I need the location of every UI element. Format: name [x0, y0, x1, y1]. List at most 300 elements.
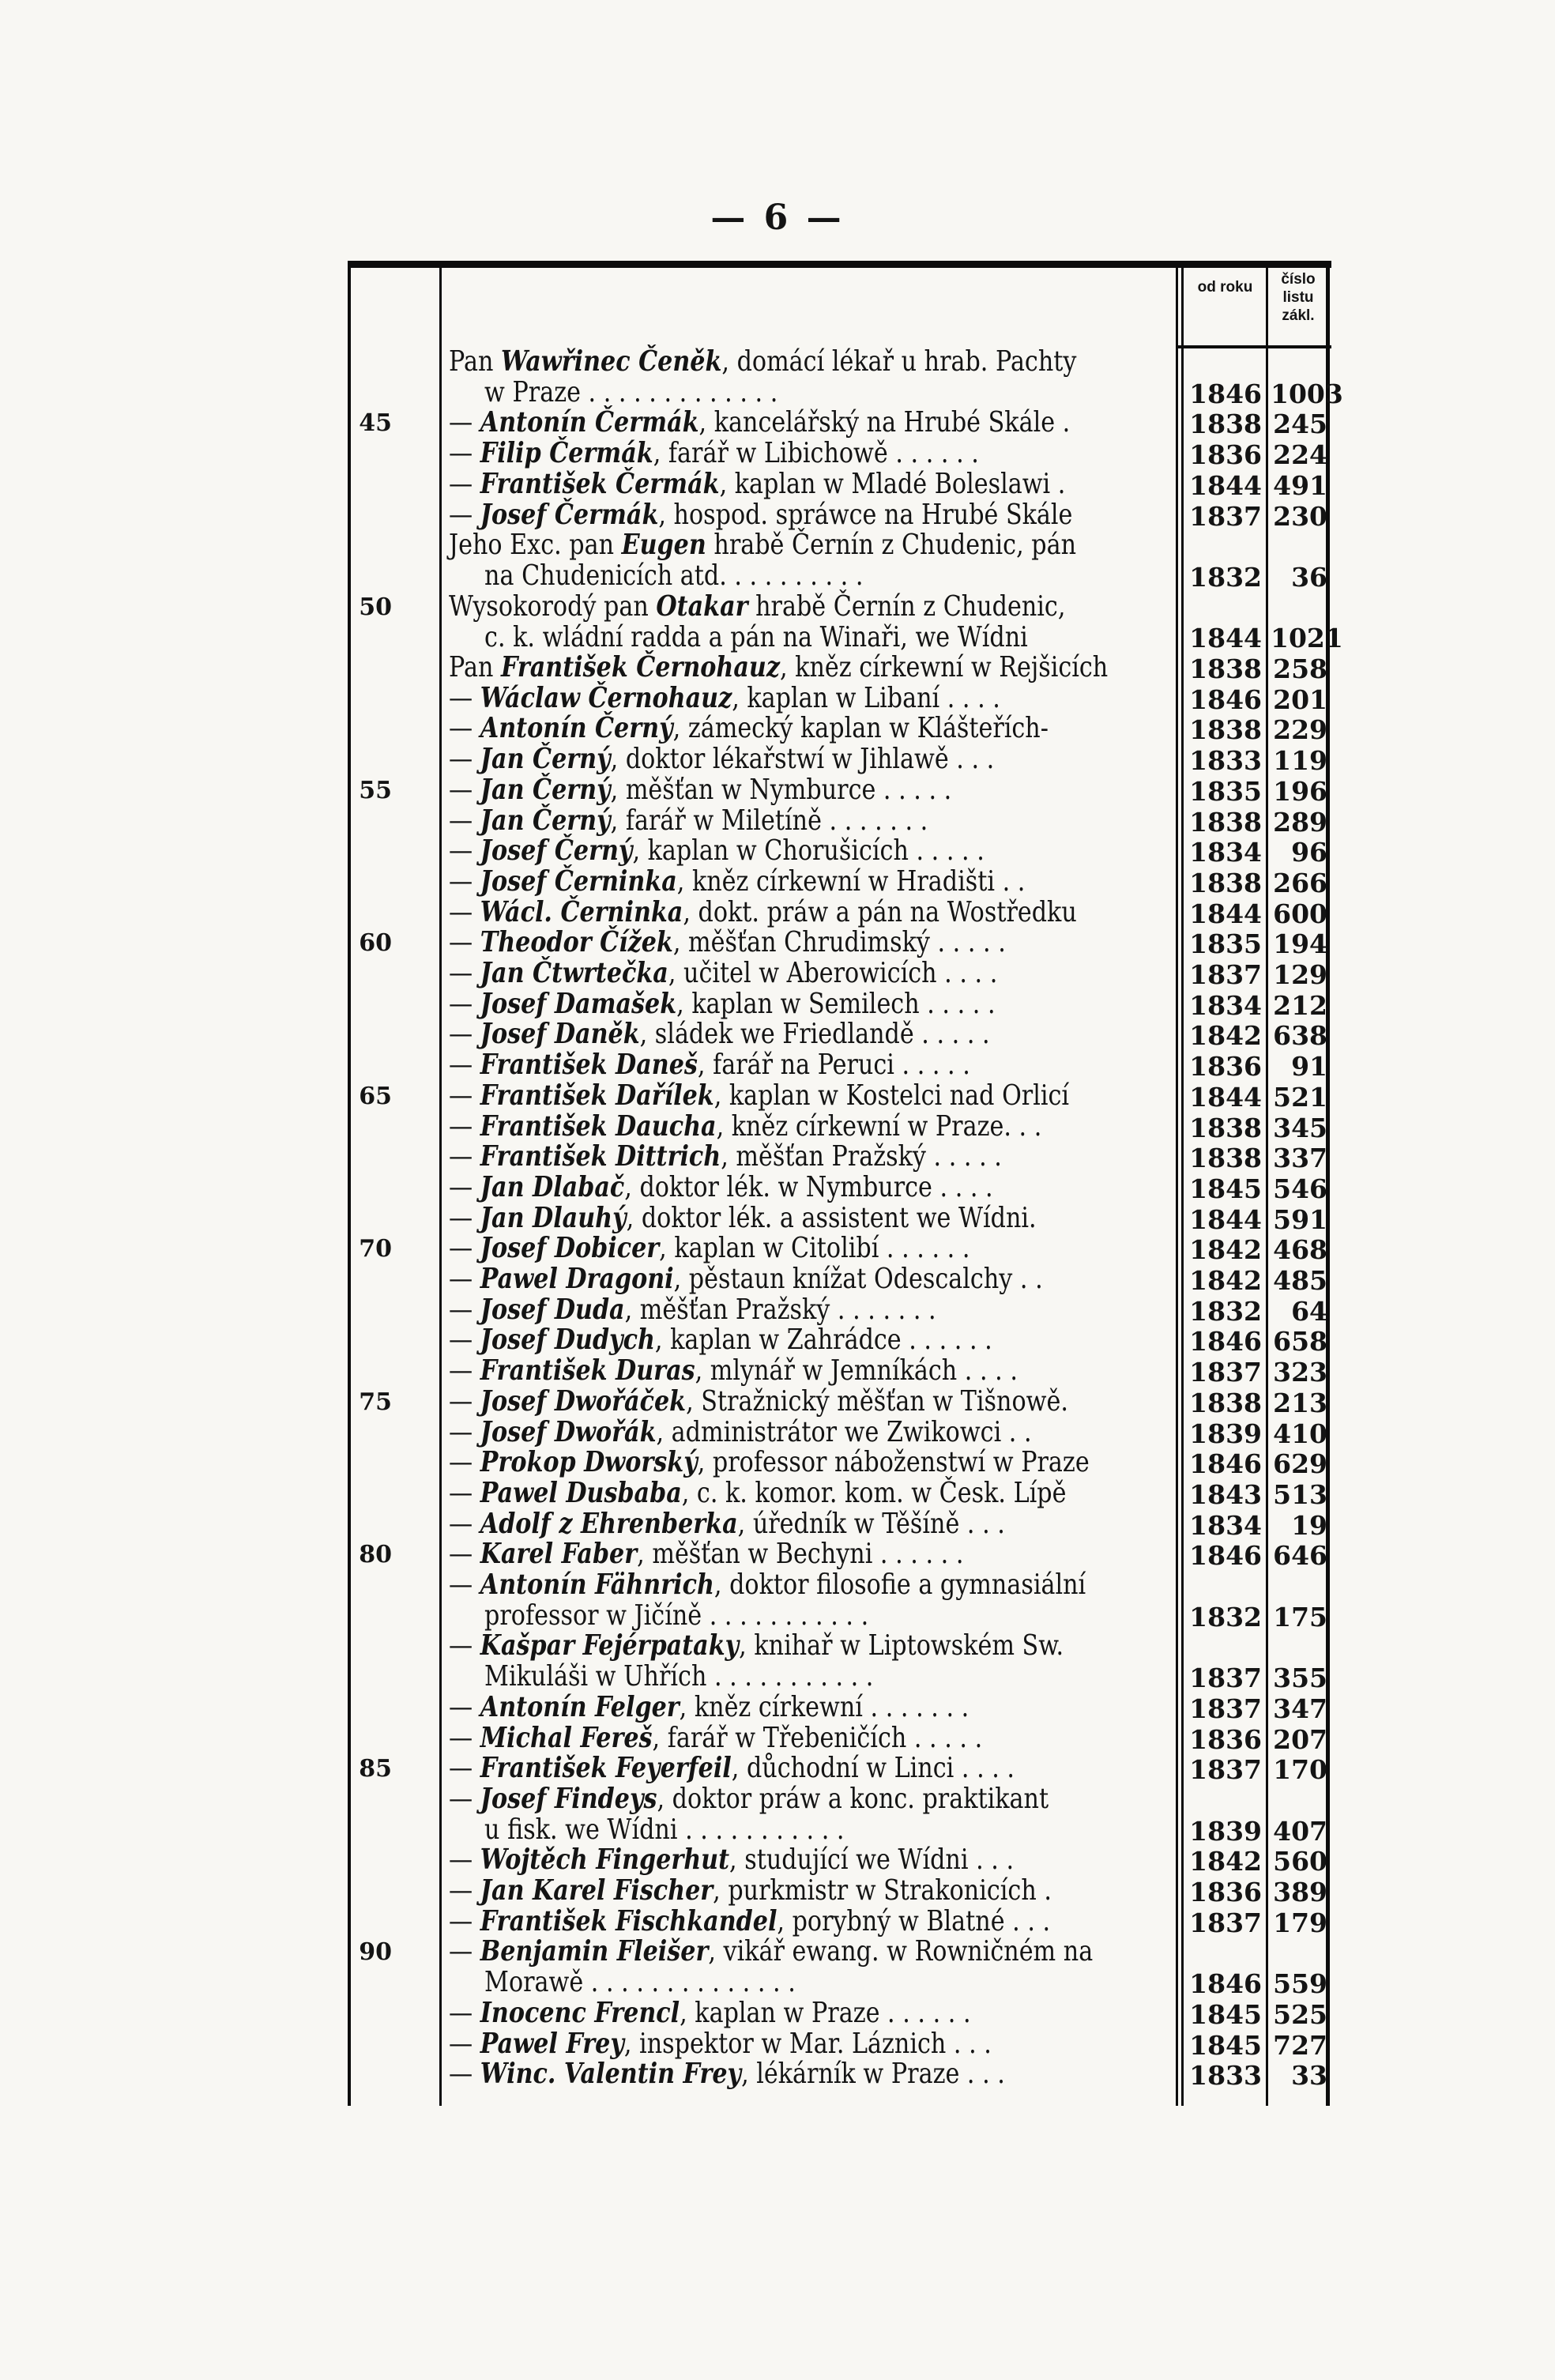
entry-prefix: — — [449, 1263, 480, 1295]
entry-sheet-number: 337 — [1273, 1143, 1327, 1174]
list-item — [348, 2028, 1331, 2059]
person-description: , studující we Wídni . . . — [729, 1843, 1015, 1877]
person-description: , kaplan w Zahrádce . . . . . . — [654, 1324, 992, 1357]
year-column-header: od roku — [1197, 279, 1253, 296]
person-description: , kaplan w Mladé Boleslawi . — [719, 467, 1066, 500]
entry-prefix: — — [449, 1079, 480, 1112]
person-name: Wojtěch Fingerhut — [480, 1843, 730, 1877]
person-description: , domácí lékař u hrab. Pachty — [721, 345, 1077, 378]
entry-sheet-number: 600 — [1273, 898, 1327, 929]
person-name: Josef Duda — [480, 1293, 625, 1326]
person-description: , kaplan w Semilech . . . . . — [676, 987, 996, 1020]
list-item — [348, 866, 1331, 897]
list-item — [348, 1906, 1331, 1937]
entry-line — [449, 1936, 1351, 1967]
entry-prefix: — — [449, 1568, 480, 1601]
entry-prefix: — — [449, 804, 480, 837]
entry-year: 1846 — [1189, 1448, 1262, 1480]
person-description: , doktor práw a konc. praktikant — [657, 1782, 1049, 1815]
entry-prefix: — — [449, 834, 480, 868]
list-item — [348, 1844, 1331, 1875]
entry-year: 1842 — [1189, 1234, 1262, 1266]
entry-year: 1845 — [1189, 1998, 1262, 2030]
entry-prefix: — — [449, 1996, 480, 2029]
person-name: Josef Dudych — [480, 1324, 655, 1357]
person-description: , kaplan w Libaní . . . . — [732, 681, 1000, 714]
person-name: Jan Černý — [480, 743, 611, 776]
entry-prefix: — — [449, 1446, 480, 1479]
person-name: Jan Dlauhý — [480, 1201, 627, 1234]
person-description: , knihař w Liptowském Sw. — [739, 1629, 1064, 1663]
entry-year: 1846 — [1189, 378, 1262, 409]
list-item — [348, 1355, 1331, 1386]
person-name: Jan Černý — [480, 804, 611, 837]
person-description: , hospod. spráwce na Hrubé Skále — [658, 498, 1073, 531]
person-description: , měšťan Pražský . . . . . . . — [624, 1293, 936, 1326]
list-item — [348, 1324, 1331, 1358]
person-name: Pawel Dusbaba — [480, 1476, 682, 1509]
person-description: , professor náboženstwí w Praze — [697, 1446, 1090, 1479]
entry-prefix: — — [449, 1049, 480, 1082]
person-description: , kancelářský na Hrubé Skále . — [698, 406, 1071, 439]
entry-year: 1842 — [1189, 1020, 1262, 1052]
entry-prefix: — — [449, 712, 480, 745]
entry-sheet-number: 207 — [1273, 1723, 1327, 1755]
person-description: , zámecký kaplan w Klášteřích- — [672, 712, 1049, 745]
entry-year: 1836 — [1189, 1051, 1262, 1083]
entry-year: 1836 — [1189, 1877, 1262, 1907]
entry-year: 1834 — [1189, 837, 1262, 868]
entry-sheet-number: 491 — [1273, 469, 1327, 501]
list-item — [348, 805, 1331, 836]
entry-year: 1846 — [1189, 1326, 1262, 1358]
entry-year: 1838 — [1189, 1143, 1262, 1174]
entry-sheet-number: 323 — [1273, 1357, 1327, 1388]
entry-prefix: — — [449, 1384, 480, 1418]
person-description: , doktor lékařstwí w Jihlawě . . . — [610, 743, 995, 776]
entry-sheet-number: 96 — [1291, 837, 1327, 868]
entry-year: 1837 — [1189, 1357, 1262, 1388]
entry-prefix: — — [449, 1140, 480, 1173]
entry-prefix: Pan — [449, 651, 501, 683]
entry-continuation: professor w Jičíně . . . . . . . . . . . — [484, 1599, 869, 1632]
entry-sheet-number: 201 — [1273, 683, 1327, 715]
entry-prefix: — — [449, 1354, 480, 1388]
entry-prefix: — — [449, 498, 480, 531]
entry-sheet-number: 212 — [1273, 989, 1327, 1021]
entry-prefix: — — [449, 1752, 480, 1785]
list-item — [348, 1875, 1331, 1906]
subscriber-table — [348, 261, 1343, 2106]
person-name: František Čermák — [480, 467, 720, 500]
entry-sheet-number: 129 — [1273, 959, 1327, 990]
entry-year: 1836 — [1189, 1723, 1262, 1755]
person-name: Karel Faber — [480, 1538, 638, 1571]
entry-sheet-number: 33 — [1291, 2060, 1327, 2092]
person-description: , kaplan w Praze . . . . . . — [680, 1996, 971, 2029]
entry-prefix: — — [449, 926, 480, 959]
entry-prefix: — — [449, 437, 480, 470]
list-item — [348, 438, 1331, 469]
list-item — [348, 1538, 1331, 1572]
entry-prefix: Pan — [449, 345, 501, 378]
entry-sheet-number: 1021 — [1271, 623, 1343, 654]
entry-year: 1845 — [1189, 1173, 1262, 1204]
entry-prefix: — — [449, 1232, 480, 1265]
list-item — [348, 927, 1331, 958]
list-item — [348, 1447, 1331, 1478]
entry-sheet-number: 355 — [1273, 1663, 1327, 1694]
row-number: 50 — [359, 593, 392, 621]
list-item — [348, 897, 1331, 928]
entry-line — [449, 1783, 1351, 1814]
list-item — [348, 1508, 1331, 1539]
person-description: , lékárník w Praze . . . — [741, 2058, 1005, 2091]
entry-sheet-number: 64 — [1291, 1295, 1327, 1327]
person-name: Antonín Čermák — [480, 406, 699, 439]
entry-continuation: na Chudenicích atd. . . . . . . . . . — [484, 559, 864, 593]
entry-prefix: — — [449, 2058, 480, 2091]
entry-prefix: — — [449, 743, 480, 776]
entry-year: 1836 — [1189, 439, 1262, 471]
entry-sheet-number: 629 — [1273, 1448, 1327, 1480]
person-name: Pawel Frey — [480, 2027, 624, 2060]
row-number: 85 — [359, 1755, 392, 1783]
entry-prefix: — — [449, 1782, 480, 1815]
entry-prefix: — — [449, 1935, 480, 1968]
list-item — [348, 1049, 1331, 1083]
entry-sheet-number: 638 — [1273, 1020, 1327, 1052]
entry-prefix: — — [449, 864, 480, 898]
entry-year: 1846 — [1189, 1968, 1262, 2000]
person-name: Antonín Černý — [480, 712, 673, 745]
entry-year: 1844 — [1189, 1081, 1262, 1113]
entry-prefix: — — [449, 987, 480, 1020]
person-name: Wácl. Černinka — [480, 895, 683, 928]
person-name: Josef Dobicer — [480, 1232, 660, 1265]
list-item — [348, 1111, 1331, 1142]
top-rule — [348, 261, 1331, 268]
entry-sheet-number: 513 — [1273, 1478, 1327, 1510]
entry-year: 1837 — [1189, 1663, 1262, 1694]
list-item — [348, 652, 1331, 683]
person-name: Josef Černinka — [480, 864, 677, 898]
person-description: , měšťan w Nymburce . . . . . — [610, 773, 952, 806]
person-name: František Fischkandel — [480, 1904, 778, 1938]
person-description: , učitel w Aberowicích . . . . — [668, 957, 998, 989]
entry-year: 1838 — [1189, 409, 1262, 440]
person-name: František Daneš — [480, 1049, 698, 1082]
person-description: , sládek we Friedlandě . . . . . — [639, 1018, 990, 1051]
entry-sheet-number: 658 — [1273, 1326, 1327, 1358]
list-item — [348, 1386, 1331, 1417]
person-name: Jan Dlabač — [480, 1170, 625, 1203]
entry-sheet-number: 230 — [1273, 500, 1327, 532]
list-item — [348, 743, 1331, 777]
person-description: , kněz církewní w Praze. . . — [716, 1109, 1042, 1143]
entry-sheet-number: 525 — [1273, 1998, 1327, 2030]
list-item — [348, 1417, 1331, 1448]
entry-prefix: — — [449, 681, 480, 714]
person-name: Theodor Čížek — [480, 926, 673, 959]
person-name: Josef Čermák — [480, 498, 659, 531]
row-number: 55 — [359, 776, 392, 804]
entry-prefix: — — [449, 1293, 480, 1326]
person-name: František Feyerfeil — [480, 1752, 732, 1785]
entry-prefix: — — [449, 1690, 480, 1723]
list-item — [348, 1935, 1331, 2000]
entry-year: 1832 — [1189, 1295, 1262, 1327]
entry-continuation: Morawě . . . . . . . . . . . . . . — [484, 1966, 796, 1999]
entry-year: 1839 — [1189, 1815, 1262, 1847]
list-item — [348, 1782, 1331, 1847]
entry-sheet-number: 727 — [1273, 2029, 1327, 2061]
entry-prefix: — — [449, 1874, 480, 1907]
person-description: , doktor lék. w Nymburce . . . . — [624, 1170, 993, 1203]
entry-year: 1833 — [1189, 2060, 1262, 2092]
row-number: 70 — [359, 1235, 392, 1263]
person-name: František Černohauz — [500, 651, 780, 683]
person-description: , farář w Miletíně . . . . . . . — [610, 804, 928, 837]
entry-continuation: u fisk. we Wídni . . . . . . . . . . . — [484, 1813, 845, 1846]
person-description: , důchodní w Linci . . . . — [731, 1752, 1015, 1785]
entry-line — [449, 1630, 1351, 1661]
person-description: hrabě Černín z Chudenic, — [747, 589, 1066, 623]
person-description: , farář na Peruci . . . . . — [697, 1049, 970, 1082]
entry-year: 1832 — [1189, 1601, 1262, 1632]
entry-sheet-number: 347 — [1273, 1693, 1327, 1724]
person-name: Josef Dwořáček — [480, 1384, 687, 1418]
person-description: , c. k. komor. kom. w Česk. Lípě — [681, 1476, 1067, 1509]
list-item — [348, 1018, 1331, 1052]
person-description: , měšťan Chrudimský . . . . . — [672, 926, 1006, 959]
entry-prefix: — — [449, 1109, 480, 1143]
entry-year: 1844 — [1189, 1203, 1262, 1235]
person-description: , kaplan w Kostelci nad Orlicí — [713, 1079, 1070, 1112]
list-item — [348, 774, 1331, 805]
entry-prefix: — — [449, 1843, 480, 1877]
person-name: Josef Dwořák — [480, 1415, 657, 1448]
entry-prefix: — — [449, 1538, 480, 1571]
person-description: , dokt. práw a pán na Wostředku — [683, 895, 1077, 928]
person-name: František Dařílek — [480, 1079, 714, 1112]
person-name: Inocenc Frencl — [480, 1996, 680, 2029]
entry-prefix: — — [449, 1170, 480, 1203]
person-name: František Daucha — [480, 1109, 717, 1143]
entry-sheet-number: 1003 — [1271, 378, 1343, 409]
entry-sheet-number: 407 — [1273, 1815, 1327, 1847]
entry-prefix: — — [449, 1476, 480, 1509]
entry-year: 1833 — [1189, 745, 1262, 777]
entry-sheet-number: 485 — [1273, 1265, 1327, 1296]
row-number: 75 — [359, 1388, 392, 1416]
row-number: 60 — [359, 929, 392, 958]
list-item — [348, 1692, 1331, 1723]
entry-year: 1846 — [1189, 1540, 1262, 1572]
entry-sheet-number: 559 — [1273, 1968, 1327, 2000]
entry-prefix: — — [449, 1904, 480, 1938]
list-item — [348, 1080, 1331, 1111]
person-description: , farář w Třebeničích . . . . . — [652, 1721, 983, 1754]
entry-sheet-number: 258 — [1273, 653, 1327, 684]
entry-year: 1838 — [1189, 806, 1262, 838]
person-description: , měšťan w Bechyni . . . . . . — [637, 1538, 964, 1571]
entry-sheet-number: 410 — [1273, 1418, 1327, 1449]
entry-prefix: — — [449, 467, 480, 500]
entry-year: 1838 — [1189, 1112, 1262, 1143]
entry-sheet-number: 119 — [1273, 745, 1327, 777]
person-name: Filip Čermák — [480, 437, 653, 470]
person-description: , Stražnický měšťan w Tišnowě. — [686, 1384, 1068, 1418]
list-item — [348, 683, 1331, 714]
person-description: , porybný w Blatné . . . — [777, 1904, 1051, 1938]
entry-sheet-number: 194 — [1273, 928, 1327, 960]
entry-sheet-number: 245 — [1273, 409, 1327, 440]
entry-year: 1837 — [1189, 1693, 1262, 1724]
page-number: — 6 — — [710, 198, 845, 238]
list-item — [348, 1203, 1331, 1233]
entry-year: 1842 — [1189, 1846, 1262, 1877]
person-description: , pěstaun knížat Odescalchy . . — [673, 1263, 1043, 1295]
sheet-column-header: číslo listu zákl. — [1281, 271, 1316, 324]
person-name: Kašpar Fejérpataky — [480, 1629, 740, 1663]
person-name: Antonín Fähnrich — [480, 1568, 714, 1601]
list-item — [348, 1478, 1331, 1508]
entry-prefix: — — [449, 2027, 480, 2060]
person-name: Wawřinec Čeněk — [500, 345, 722, 378]
person-description: , mlynář w Jemníkách . . . . — [695, 1354, 1018, 1388]
person-description: , měšťan Pražský . . . . . — [721, 1140, 1002, 1173]
entry-sheet-number: 91 — [1291, 1051, 1327, 1083]
entry-year: 1837 — [1189, 500, 1262, 532]
person-name: František Duras — [480, 1354, 695, 1388]
person-name: Prokop Dworský — [480, 1446, 698, 1479]
entry-sheet-number: 36 — [1291, 561, 1327, 593]
entry-prefix: — — [449, 1415, 480, 1448]
person-description: , purkmistr w Strakonicích . — [713, 1874, 1052, 1907]
entry-sheet-number: 224 — [1273, 439, 1327, 471]
person-description: , doktor filosofie a gymnasiální — [713, 1568, 1086, 1601]
entry-continuation: Mikuláši w Uhřích . . . . . . . . . . . — [484, 1660, 874, 1693]
entry-prefix: — — [449, 895, 480, 928]
list-item — [348, 499, 1331, 530]
person-name: Josef Damašek — [480, 987, 677, 1020]
entry-line — [449, 529, 1351, 560]
entry-sheet-number: 591 — [1273, 1203, 1327, 1235]
entry-line — [449, 591, 1351, 622]
list-item — [348, 1569, 1331, 1630]
entry-year: 1845 — [1189, 2029, 1262, 2061]
person-description: , kněz církewní w Rejšicích — [779, 651, 1109, 683]
entry-year: 1844 — [1189, 469, 1262, 501]
person-description: , kněz církewní w Hradišti . . — [676, 864, 1026, 898]
list-item — [348, 589, 1343, 654]
entry-line — [449, 346, 1351, 377]
entry-prefix: Wysokorodý pan — [449, 589, 657, 623]
person-description: , úředník w Těšíně . . . — [737, 1507, 1005, 1540]
entry-prefix: — — [449, 1018, 480, 1051]
entry-prefix: Jeho Exc. pan — [449, 529, 622, 562]
person-name: Eugen — [621, 529, 706, 562]
entry-continuation: w Praze . . . . . . . . . . . . . — [484, 376, 778, 409]
entry-sheet-number: 389 — [1273, 1877, 1327, 1907]
list-item — [348, 1294, 1331, 1325]
list-item — [348, 2058, 1331, 2092]
entry-year: 1837 — [1189, 1754, 1262, 1786]
entry-sheet-number: 521 — [1273, 1081, 1327, 1113]
person-name: Jan Černý — [480, 773, 611, 806]
entry-sheet-number: 175 — [1273, 1601, 1327, 1632]
entry-year: 1839 — [1189, 1418, 1262, 1449]
entry-sheet-number: 546 — [1273, 1173, 1327, 1204]
person-name: Josef Findeys — [480, 1782, 657, 1815]
person-name: Michal Fereš — [480, 1721, 653, 1754]
list-item — [348, 835, 1331, 866]
list-item — [348, 958, 1331, 989]
entry-prefix: — — [449, 406, 480, 439]
entry-sheet-number: 345 — [1273, 1112, 1327, 1143]
person-description: , administrátor we Zwikowci . . — [656, 1415, 1032, 1448]
list-item — [348, 529, 1331, 593]
list-item — [348, 1723, 1331, 1753]
person-name: Benjamin Fleišer — [480, 1935, 709, 1968]
entry-year: 1834 — [1189, 989, 1262, 1021]
entry-sheet-number: 229 — [1273, 714, 1327, 746]
person-description: , kaplan w Chorušicích . . . . . — [632, 834, 985, 868]
person-name: Pawel Dragoni — [480, 1263, 674, 1295]
list-item — [348, 345, 1343, 409]
entry-year: 1838 — [1189, 1387, 1262, 1418]
person-name: Jan Karel Fischer — [480, 1874, 713, 1907]
person-description: , doktor lék. a assistent we Wídni. — [626, 1201, 1037, 1234]
entry-sheet-number: 196 — [1273, 775, 1327, 807]
entry-sheet-number: 170 — [1273, 1754, 1327, 1786]
entry-sheet-number: 560 — [1273, 1846, 1327, 1877]
list-item — [348, 1232, 1331, 1266]
entry-sheet-number: 213 — [1273, 1387, 1327, 1418]
entry-sheet-number: 468 — [1273, 1234, 1327, 1266]
entry-sheet-number: 646 — [1273, 1540, 1327, 1572]
entry-prefix: — — [449, 1324, 480, 1357]
entry-year: 1837 — [1189, 1907, 1262, 1938]
entry-year: 1832 — [1189, 561, 1262, 593]
entry-year: 1835 — [1189, 775, 1262, 807]
person-name: Jan Čtwrtečka — [480, 957, 668, 989]
entry-sheet-number: 266 — [1273, 867, 1327, 898]
entry-year: 1844 — [1189, 623, 1262, 654]
entry-prefix: — — [449, 773, 480, 806]
person-description: , inspektor w Mar. Láznich . . . — [623, 2027, 992, 2060]
entry-line — [449, 1569, 1351, 1600]
person-name: Adolf z Ehrenberka — [480, 1507, 738, 1540]
person-name: Otakar — [656, 589, 748, 623]
person-name: Wáclaw Černohauz — [480, 681, 732, 714]
entry-year: 1838 — [1189, 714, 1262, 746]
entry-year: 1838 — [1189, 867, 1262, 898]
list-item — [348, 713, 1331, 744]
entry-year: 1842 — [1189, 1265, 1262, 1296]
person-description: hrabě Černín z Chudenic, pán — [706, 529, 1077, 562]
list-item — [348, 1263, 1331, 1294]
person-description: , kaplan w Citolibí . . . . . . — [659, 1232, 970, 1265]
list-item — [348, 1141, 1331, 1172]
entry-sheet-number: 289 — [1273, 806, 1327, 838]
entry-prefix: — — [449, 957, 480, 989]
person-name: Antonín Felger — [480, 1690, 680, 1723]
person-description: , kněz církewní . . . . . . . — [679, 1690, 970, 1723]
row-number: 80 — [359, 1541, 392, 1569]
entry-continuation: c. k. wládní radda a pán na Winaři, we Wídni — [484, 620, 1028, 653]
